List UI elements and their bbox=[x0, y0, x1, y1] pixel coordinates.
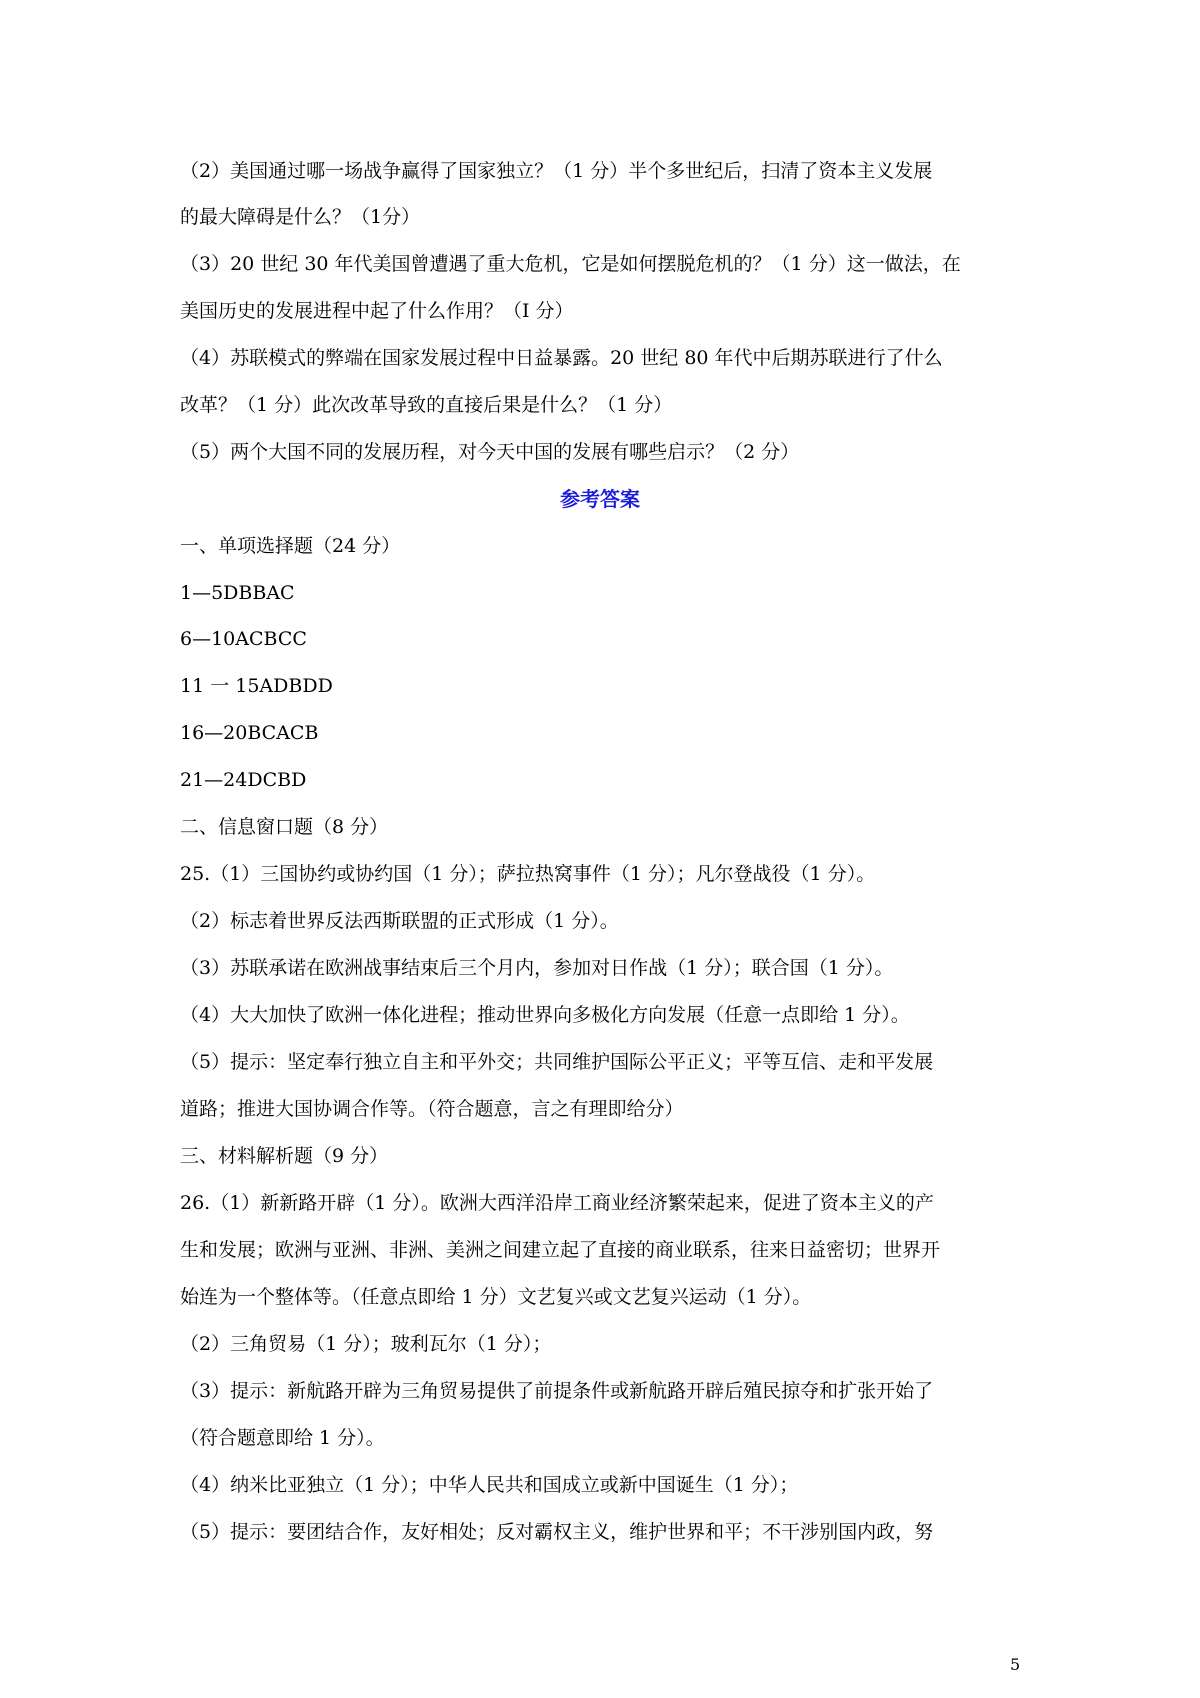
page-number: 5 bbox=[1010, 1655, 1021, 1674]
answer-line: （2）三角贸易（1 分）；玻利瓦尔（1 分）； bbox=[180, 1333, 552, 1355]
answer-line: （5）提示：要团结合作，友好相处；反对霸权主义，维护世界和平；不干涉别国内政，努 bbox=[180, 1521, 934, 1543]
answer-line: 21—24DCBD bbox=[180, 769, 307, 791]
answer-line: 25.（1）三国协约或协约国（1 分）；萨拉热窝事件（1 分）；凡尔登战役（1 分）。 bbox=[180, 863, 876, 885]
question-line: 美国历史的发展进程中起了什么作用？（I 分） bbox=[180, 300, 574, 322]
answer-line: 1—5DBBAC bbox=[180, 582, 295, 604]
answer-line: 生和发展；欧洲与亚洲、非洲、美洲之间建立起了直接的商业联系，往来日益密切；世界开 bbox=[180, 1239, 941, 1261]
answer-title: 参考答案 bbox=[560, 487, 640, 511]
answer-line: （5）提示：坚定奉行独立自主和平外交；共同维护国际公平正义；平等互信、走和平发展 bbox=[180, 1051, 934, 1073]
answer-line: 6—10ACBCC bbox=[180, 628, 307, 650]
question-line: （4）苏联模式的弊端在国家发展过程中日益暴露。20 世纪 80 年代中后期苏联进行了什么 bbox=[180, 347, 943, 369]
answer-line: 26.（1）新新路开辟（1 分）。欧洲大西洋沿岸工商业经济繁荣起来，促进了资本主义的产 bbox=[180, 1192, 934, 1214]
answer-line: 始连为一个整体等。（任意点即给 1 分）文艺复兴或文艺复兴运动（1 分）。 bbox=[180, 1286, 812, 1308]
answer-line: （3）提示：新航路开辟为三角贸易提供了前提条件或新航路开辟后殖民掠夺和扩张开始了 bbox=[180, 1380, 934, 1402]
answer-section-heading: 一、单项选择题（24 分） bbox=[180, 535, 401, 557]
answer-line: （4）大大加快了欧洲一体化进程；推动世界向多极化方向发展（任意一点即给 1 分）。 bbox=[180, 1004, 910, 1026]
question-line: （2）美国通过哪一场战争赢得了国家独立？（1 分）半个多世纪后，扫清了资本主义发展 bbox=[180, 160, 933, 182]
answer-line: （符合题意即给 1 分）。 bbox=[180, 1427, 385, 1449]
answer-line: 道路；推进大国协调合作等。（符合题意，言之有理即给分） bbox=[180, 1098, 684, 1120]
question-line: （3）20 世纪 30 年代美国曾遭遇了重大危机，它是如何摆脱危机的？（1 分）这一做法，在 bbox=[180, 253, 961, 275]
answer-line: （3）苏联承诺在欧洲战事结束后三个月内，参加对日作战（1 分）；联合国（1 分）。 bbox=[180, 957, 894, 979]
answer-line: 11 一 15ADBDD bbox=[180, 675, 333, 697]
answer-line: （2）标志着世界反法西斯联盟的正式形成（1 分）。 bbox=[180, 910, 619, 932]
answer-section-heading: 三、材料解析题（9 分） bbox=[180, 1145, 389, 1167]
question-line: 改革？（1 分）此次改革导致的直接后果是什么？（1 分） bbox=[180, 394, 673, 416]
question-line: （5）两个大国不同的发展历程，对今天中国的发展有哪些启示？（2 分） bbox=[180, 441, 800, 463]
answer-section-heading: 二、信息窗口题（8 分） bbox=[180, 816, 389, 838]
question-line: 的最大障碍是什么？（1分） bbox=[180, 206, 421, 228]
answer-line: 16—20BCACB bbox=[180, 722, 319, 744]
answer-line: （4）纳米比亚独立（1 分）；中华人民共和国成立或新中国诞生（1 分）； bbox=[180, 1474, 799, 1496]
